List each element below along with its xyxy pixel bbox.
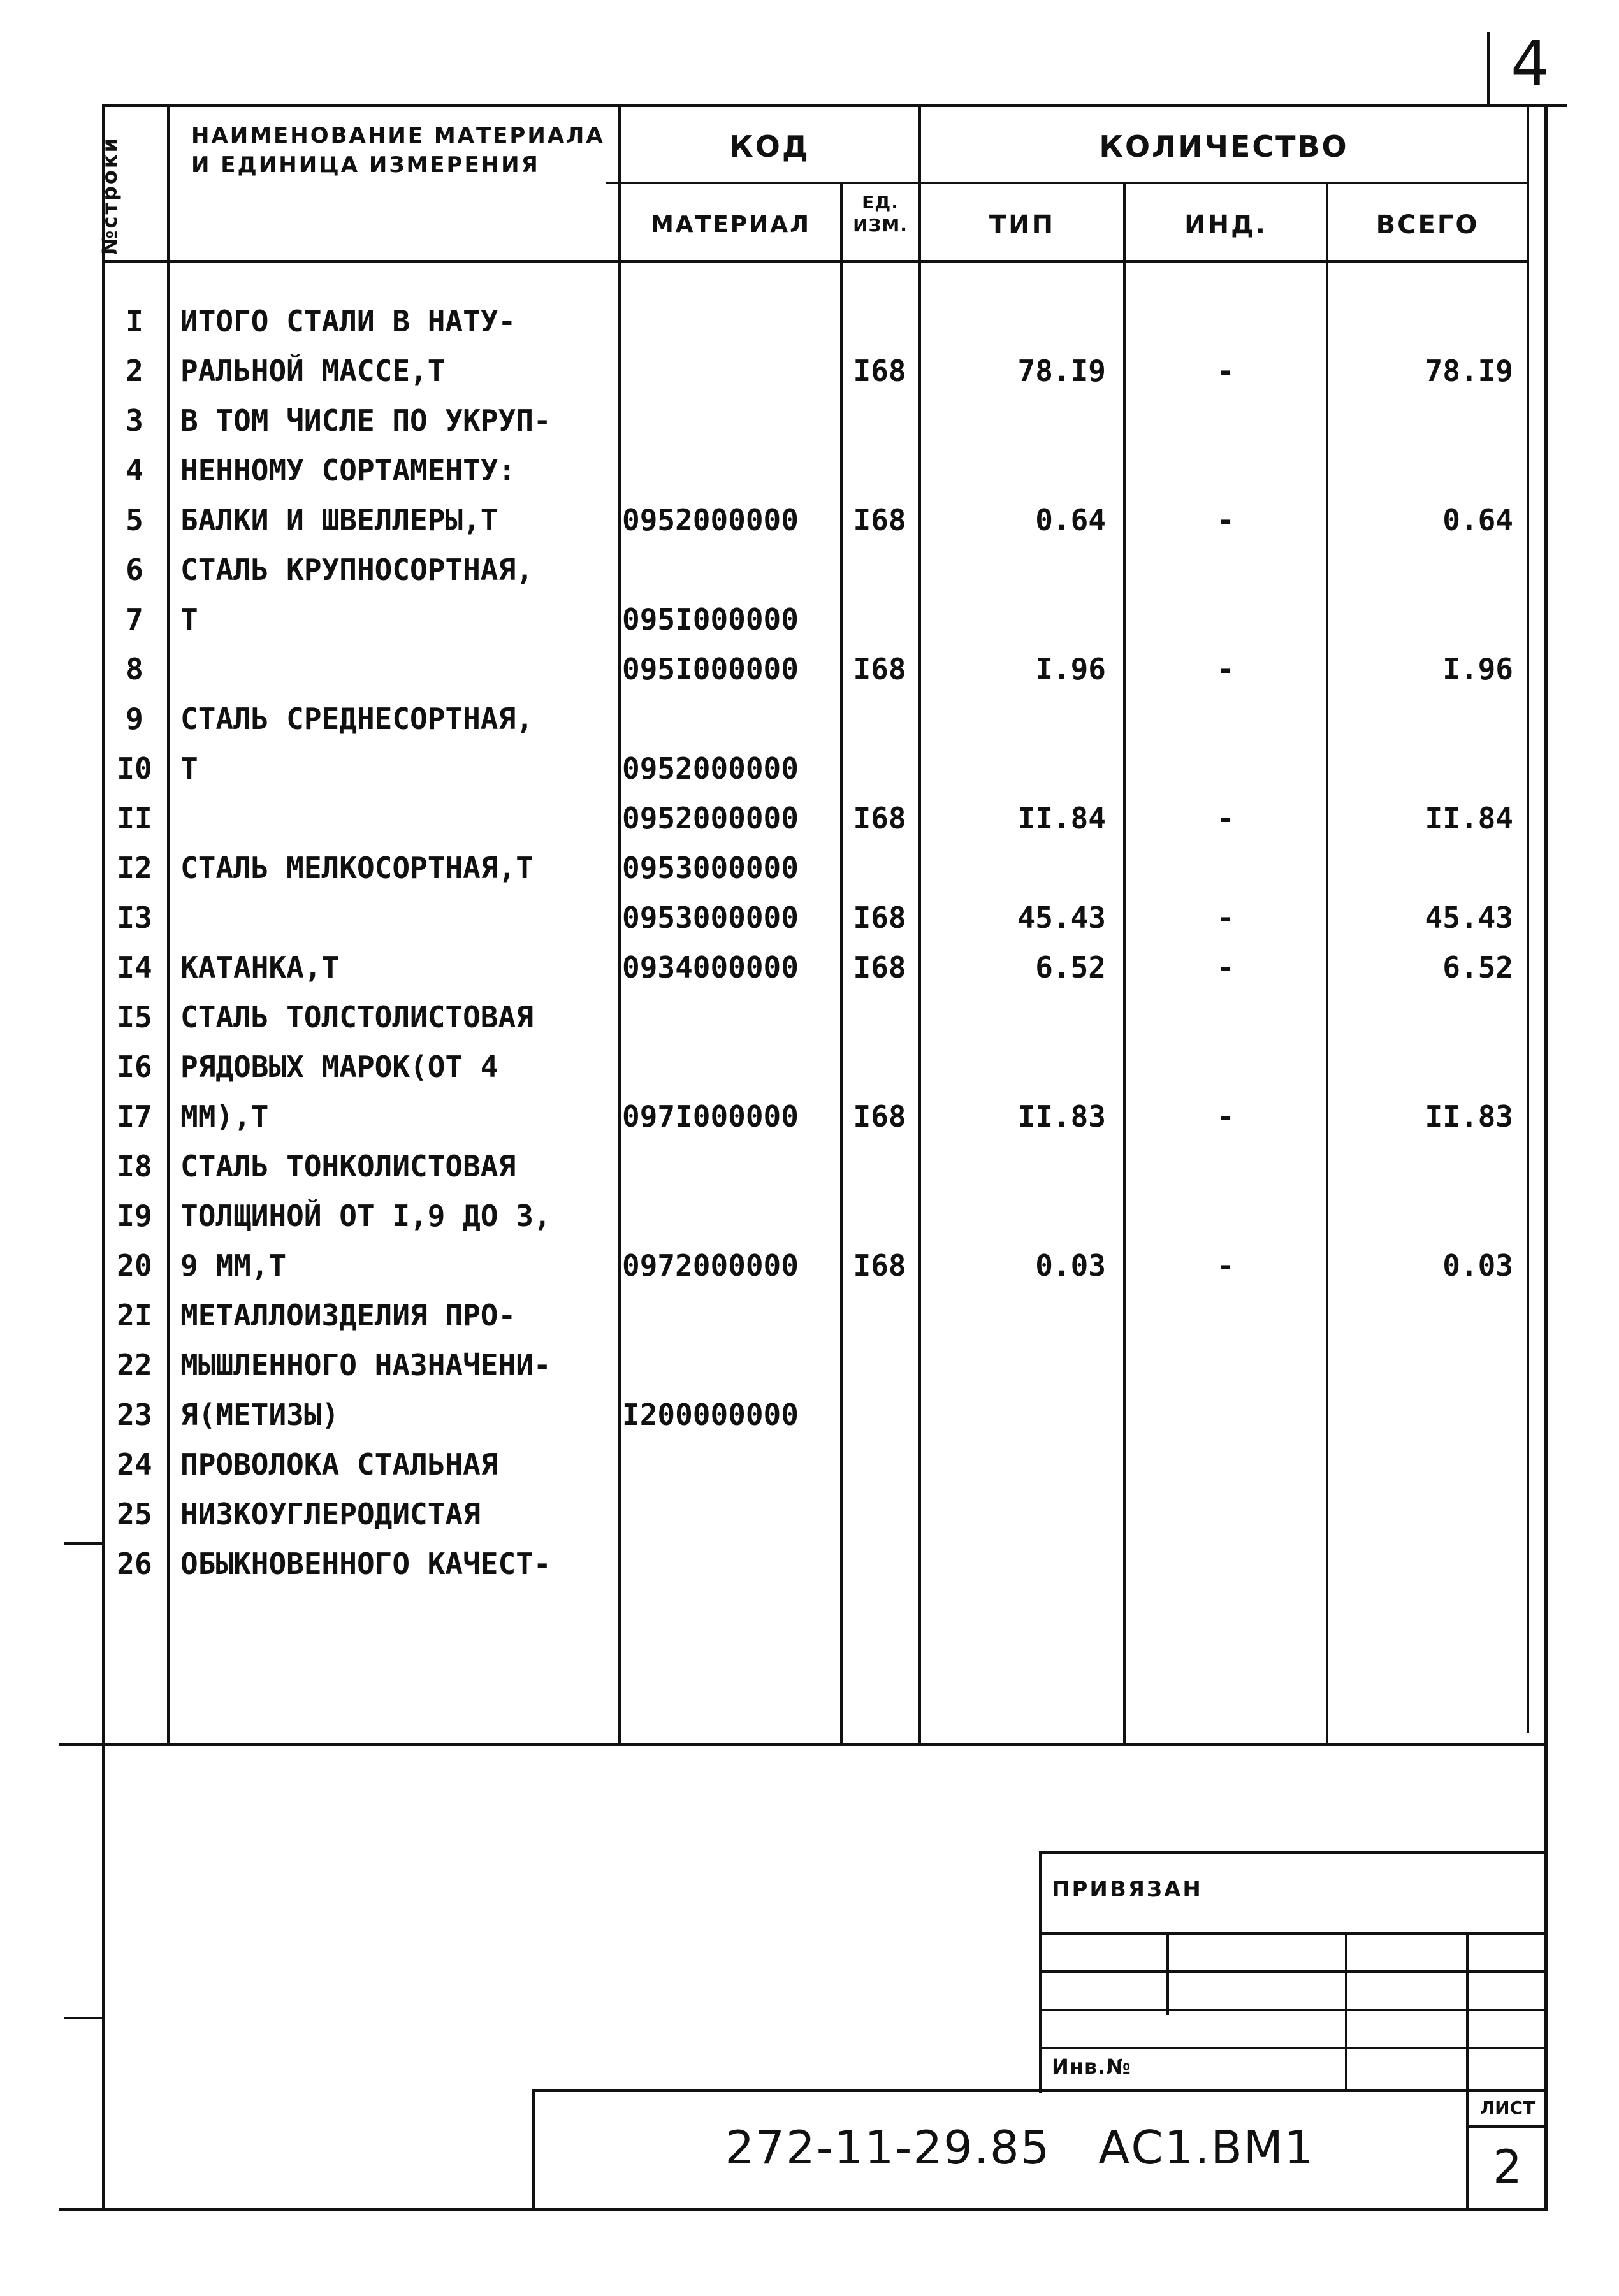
- frame-bottom-line: [59, 2208, 1548, 2211]
- row-name: ТОЛЩИНОЙ ОТ I,9 ДО 3,: [180, 1199, 551, 1233]
- row-name: 9 ММ,Т: [180, 1248, 287, 1283]
- col-line-code: [618, 104, 621, 1743]
- row-code: I200000000: [622, 1397, 799, 1432]
- row-number: 25: [117, 1497, 152, 1531]
- row-name: КАТАНКА,Т: [180, 950, 340, 985]
- row-code: 0953000000: [622, 900, 799, 935]
- titleblock-top-line: [532, 2089, 1548, 2092]
- row-code: 0952000000: [622, 503, 799, 537]
- list-label: ЛИСТ: [1479, 2097, 1536, 2118]
- corner-sheet-number: 4: [1511, 28, 1550, 99]
- stamp-col-line-2: [1345, 1932, 1347, 2091]
- row-name: СТАЛЬ СРЕДНЕСОРТНАЯ,: [180, 702, 534, 736]
- row-typ: II.83: [1017, 1099, 1106, 1134]
- row-unit: I68: [853, 950, 906, 985]
- row-total: 45.43: [1425, 900, 1513, 935]
- row-number: 2I: [117, 1298, 152, 1332]
- stamp-grid-line-1: [1039, 1932, 1548, 1935]
- titleblock-left-line: [532, 2089, 535, 2210]
- row-name: НИЗКОУГЛЕРОДИСТАЯ: [180, 1497, 481, 1531]
- row-name: Т: [180, 602, 198, 637]
- titleblock-list-sub-line: [1466, 2125, 1548, 2128]
- row-total: 6.52: [1442, 950, 1513, 985]
- row-total: I.96: [1442, 652, 1513, 686]
- row-total: II.84: [1425, 801, 1513, 835]
- row-code: 0952000000: [622, 801, 799, 835]
- row-typ: 78.I9: [1017, 354, 1106, 388]
- row-unit: I68: [853, 1099, 906, 1134]
- row-number: 7: [126, 602, 143, 637]
- row-number: I7: [117, 1099, 152, 1134]
- stamp-grid-line-4: [1039, 2047, 1548, 2049]
- row-typ: I.96: [1035, 652, 1106, 686]
- row-name: РАЛЬНОЙ МАССЕ,Т: [180, 354, 446, 388]
- row-name: НЕННОМУ СОРТАМЕНТУ:: [180, 453, 516, 487]
- header-ind: ИНД.: [1184, 210, 1267, 240]
- stamp-privyazan: ПРИВЯЗАН: [1052, 1877, 1203, 1902]
- row-total: II.83: [1425, 1099, 1513, 1134]
- row-number: I6: [117, 1050, 152, 1084]
- row-number: 4: [126, 453, 143, 487]
- row-name: БАЛКИ И ШВЕЛЛЕРЫ,Т: [180, 503, 498, 537]
- row-number: 22: [117, 1348, 152, 1382]
- row-total: 0.03: [1442, 1248, 1513, 1283]
- col-line-unit: [840, 184, 843, 1743]
- row-name: СТАЛЬ ТОЛСТОЛИСТОВАЯ: [180, 1000, 534, 1034]
- row-number: I: [126, 304, 143, 338]
- header-quantity: КОЛИЧЕСТВО: [1099, 129, 1349, 164]
- stamp-inv-no: Инв.№: [1052, 2054, 1131, 2079]
- row-unit: I68: [853, 801, 906, 835]
- row-number: I5: [117, 1000, 152, 1034]
- row-total: 0.64: [1442, 503, 1513, 537]
- row-name: МЫШЛЕННОГО НАЗНАЧЕНИ-: [180, 1348, 551, 1382]
- row-ind: -: [1217, 503, 1235, 537]
- stamp-grid-line-2: [1039, 1970, 1548, 1973]
- row-ind: -: [1217, 652, 1235, 686]
- row-code: 0972000000: [622, 1248, 799, 1283]
- frame-right-line: [1544, 104, 1548, 2211]
- row-number: 3: [126, 403, 143, 438]
- row-total: 78.I9: [1425, 354, 1513, 388]
- row-number: II: [117, 801, 152, 835]
- row-number: I8: [117, 1149, 152, 1183]
- frame-right-inner-line: [1527, 104, 1529, 1733]
- row-typ: 45.43: [1017, 900, 1106, 935]
- header-typ: ТИП: [989, 210, 1056, 240]
- margin-tick-1: [64, 1542, 103, 1545]
- document-code: 272-11-29.85 АС1.ВМ1: [725, 2121, 1315, 2174]
- header-total: ВСЕГО: [1376, 210, 1479, 240]
- row-number: 9: [126, 702, 143, 736]
- row-name: ОБЫКНОВЕННОГО КАЧЕСТ-: [180, 1547, 551, 1581]
- list-number: 2: [1493, 2140, 1522, 2193]
- row-name: МЕТАЛЛОИЗДЕЛИЯ ПРО-: [180, 1298, 516, 1332]
- header-bottom-line: [102, 260, 1528, 263]
- row-ind: -: [1217, 1099, 1235, 1134]
- row-unit: I68: [853, 354, 906, 388]
- row-name: В ТОМ ЧИСЛЕ ПО УКРУП-: [180, 403, 551, 438]
- row-number: 8: [126, 652, 143, 686]
- row-number: I3: [117, 900, 152, 935]
- row-ind: -: [1217, 354, 1235, 388]
- row-code: 0953000000: [622, 851, 799, 885]
- row-name: ММ),Т: [180, 1099, 269, 1134]
- header-name: НАИМЕНОВАНИЕ МАТЕРИАЛА И ЕДИНИЦА ИЗМЕРЕНИЯ: [191, 123, 605, 178]
- row-name: Т: [180, 751, 198, 786]
- row-name: РЯДОВЫХ МАРОК(ОТ 4: [180, 1050, 498, 1084]
- row-number: 2: [126, 354, 143, 388]
- row-unit: I68: [853, 503, 906, 537]
- row-unit: I68: [853, 1248, 906, 1283]
- row-number: 26: [117, 1547, 152, 1581]
- row-number: 24: [117, 1447, 152, 1482]
- row-ind: -: [1217, 950, 1235, 985]
- header-row-no: [96, 102, 153, 255]
- row-name: Я(МЕТИЗЫ): [180, 1397, 340, 1432]
- header-code: КОД: [729, 129, 810, 164]
- col-line-name: [167, 104, 170, 1743]
- stamp-col-line-1: [1166, 1932, 1169, 2015]
- table-bottom-line: [59, 1743, 1548, 1746]
- margin-tick-2: [64, 2017, 103, 2019]
- stamp-col-line-3: [1466, 1932, 1469, 2091]
- row-number: I0: [117, 751, 152, 786]
- row-typ: II.84: [1017, 801, 1106, 835]
- row-name: СТАЛЬ ТОНКОЛИСТОВАЯ: [180, 1149, 516, 1183]
- row-name: СТАЛЬ МЕЛКОСОРТНАЯ,Т: [180, 851, 534, 885]
- corner-box-left: [1487, 32, 1490, 107]
- row-name: ПРОВОЛОКА СТАЛЬНАЯ: [180, 1447, 498, 1482]
- row-number: I4: [117, 950, 152, 985]
- row-ind: -: [1217, 1248, 1235, 1283]
- header-row-no-text: №строки: [98, 136, 122, 255]
- stamp-grid-line-3: [1039, 2009, 1548, 2011]
- row-unit: I68: [853, 900, 906, 935]
- row-code: 097I000000: [622, 1099, 799, 1134]
- row-number: 20: [117, 1248, 152, 1283]
- row-typ: 0.03: [1035, 1248, 1106, 1283]
- header-material: МАТЕРИАЛ: [650, 212, 811, 238]
- row-ind: -: [1217, 900, 1235, 935]
- row-number: I2: [117, 851, 152, 885]
- stamp-top-line: [1039, 1851, 1548, 1854]
- row-number: I9: [117, 1199, 152, 1233]
- row-typ: 0.64: [1035, 503, 1106, 537]
- header-unit: ЕД. ИЗМ.: [853, 192, 908, 236]
- row-number: 6: [126, 552, 143, 587]
- row-unit: I68: [853, 652, 906, 686]
- row-number: 23: [117, 1397, 152, 1432]
- row-typ: 6.52: [1035, 950, 1106, 985]
- row-number: 5: [126, 503, 143, 537]
- row-code: 095I000000: [622, 652, 799, 686]
- row-code: 0952000000: [622, 751, 799, 786]
- header-code-sub-line: [606, 182, 1528, 184]
- row-name: ИТОГО СТАЛИ В НАТУ-: [180, 304, 516, 338]
- row-name: СТАЛЬ КРУПНОСОРТНАЯ,: [180, 552, 534, 587]
- row-code: 0934000000: [622, 950, 799, 985]
- row-ind: -: [1217, 801, 1235, 835]
- frame-top-line: [102, 104, 1548, 107]
- row-code: 095I000000: [622, 602, 799, 637]
